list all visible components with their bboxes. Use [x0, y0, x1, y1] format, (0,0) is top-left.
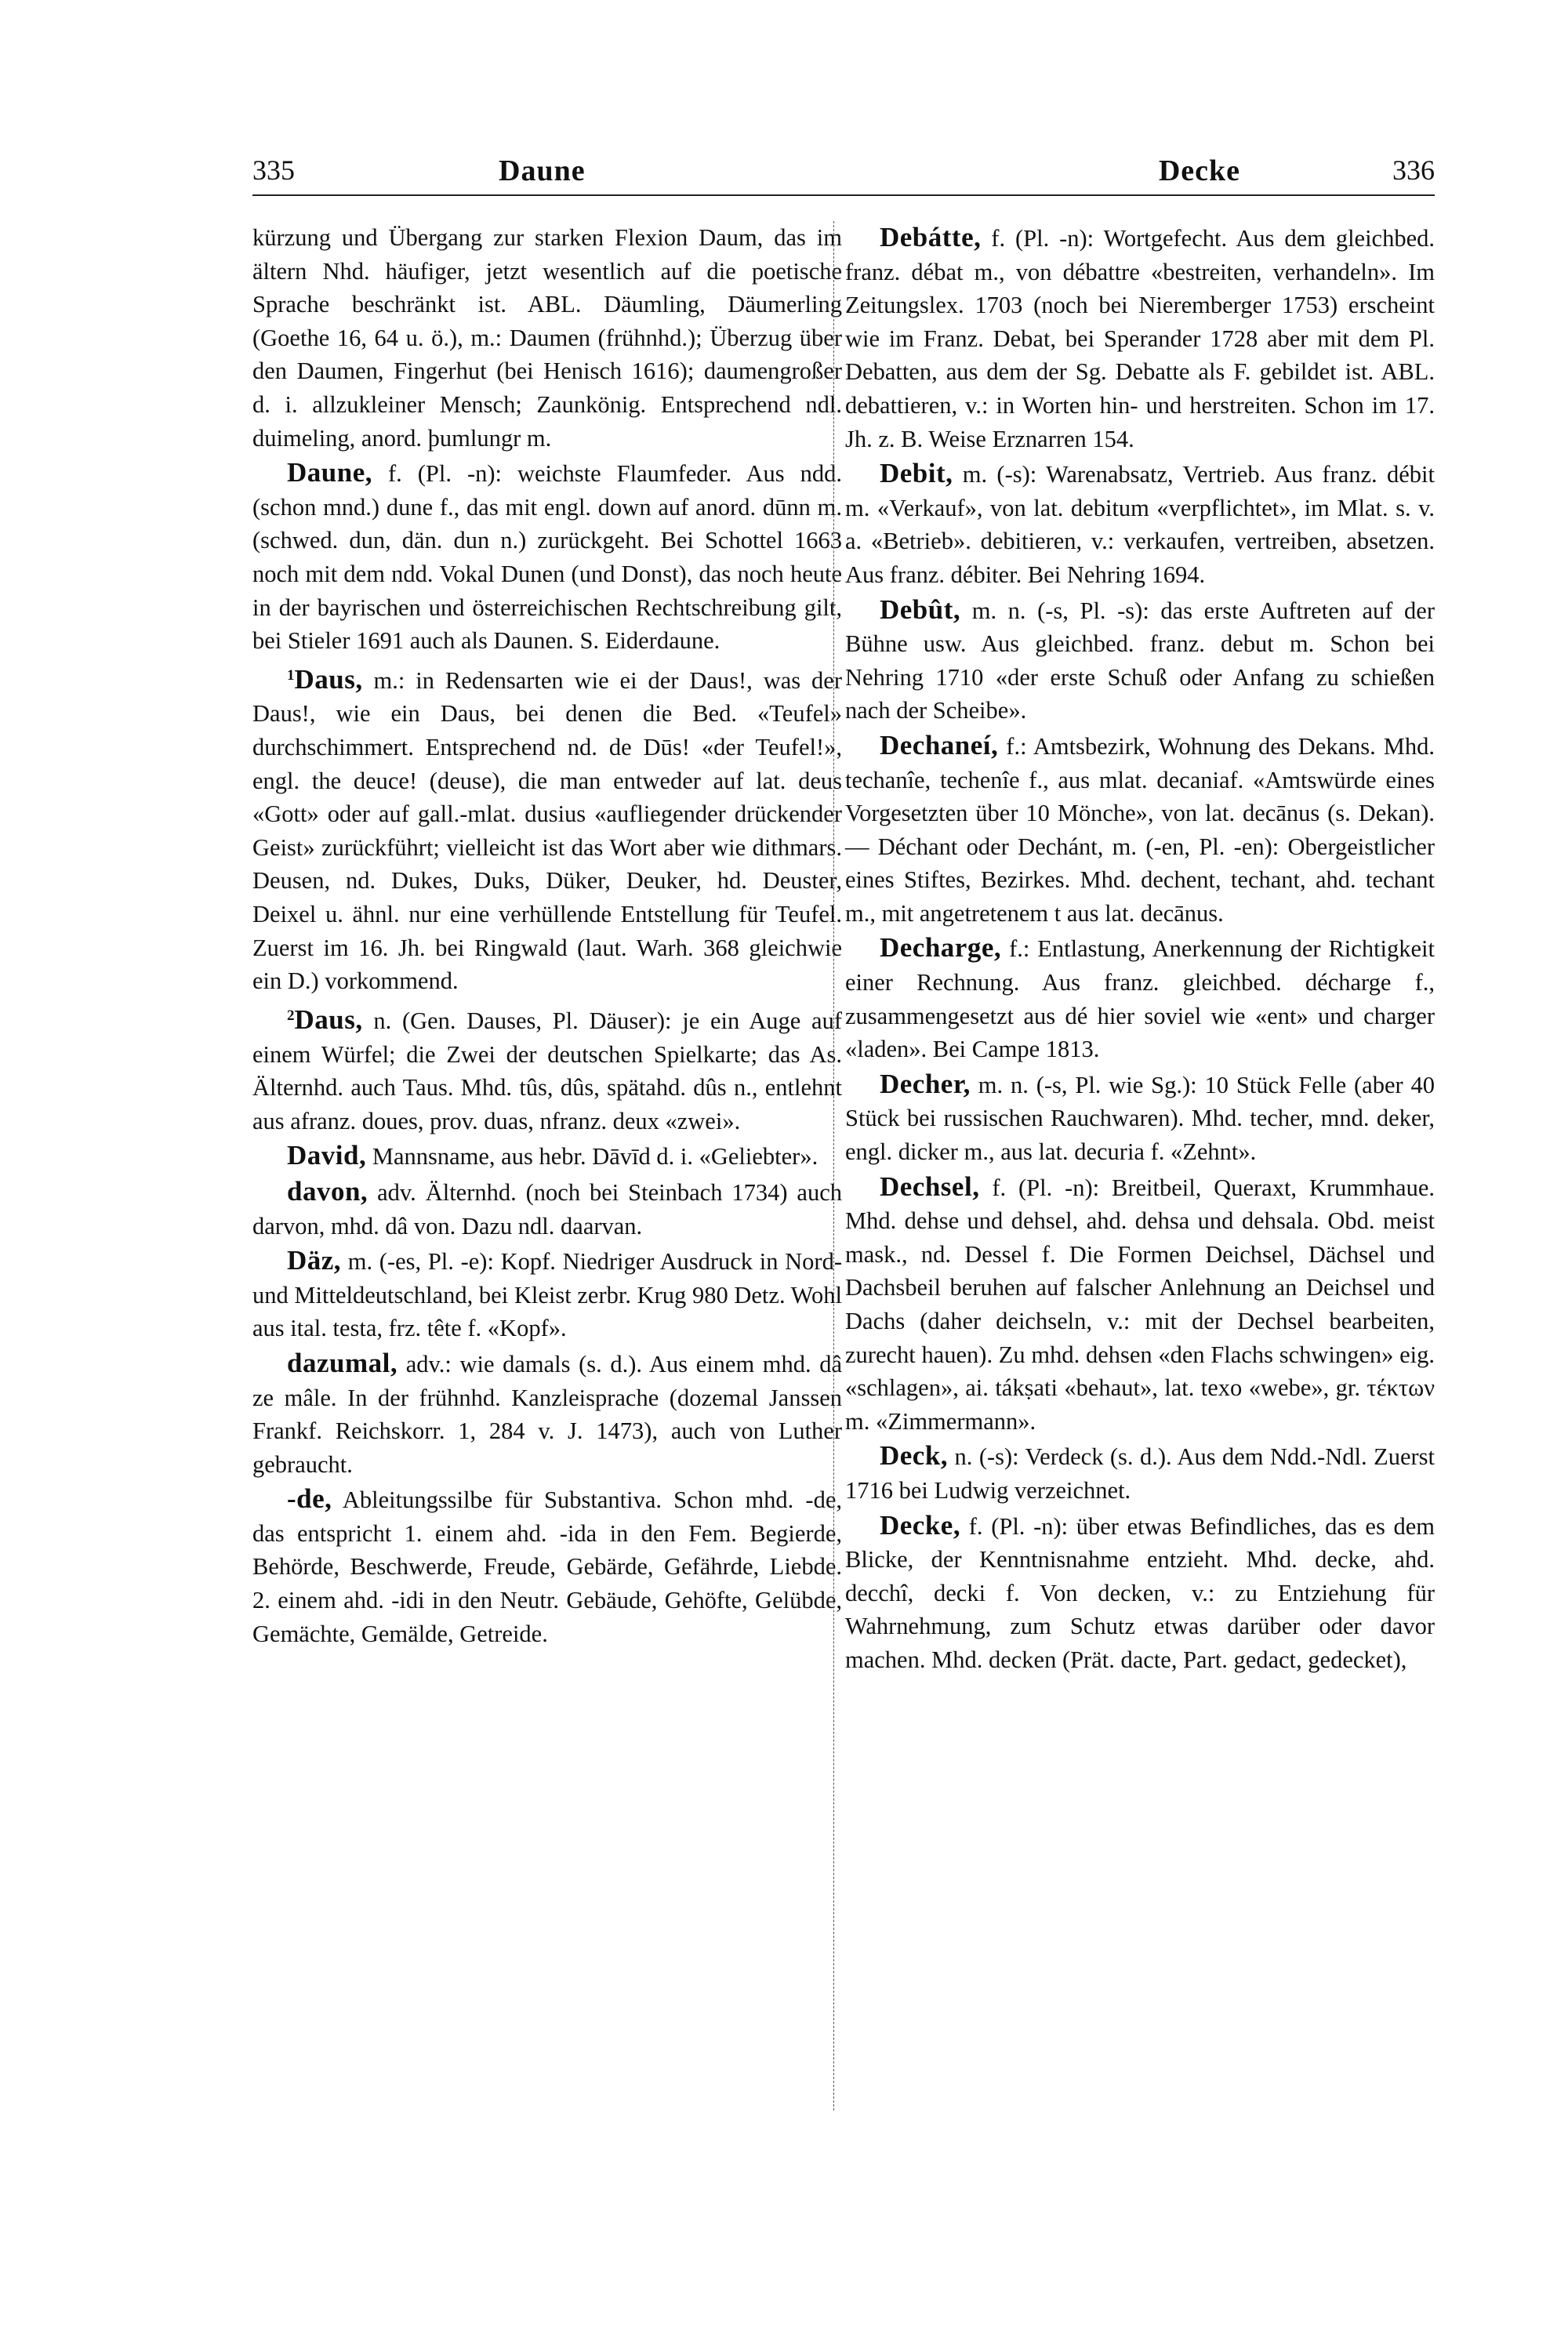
- dictionary-entry: [845, 593, 1435, 728]
- entry-headword: Decke,: [880, 1509, 961, 1541]
- entry-headword: -de,: [287, 1483, 332, 1515]
- dictionary-entry: [845, 1439, 1435, 1507]
- entry-text: Ableitungssilbe für Substantiva. Schon mhd. -de, das entspricht 1. einem ahd. -ida in den Fem. Begierde, Behörde, Beschwerde, Freude, Gebärde, Gefährde, Liebde. 2. einem ahd. -idi in den Neutr. Gebäude, Gehöfte, Gelübde, Gemächte, Gemälde, Getreide.: [252, 1486, 842, 1647]
- page-number-right: 336: [1392, 154, 1435, 186]
- dictionary-entry: [845, 1509, 1435, 1677]
- entry-headword: David,: [287, 1140, 367, 1171]
- dictionary-entry: [252, 1000, 842, 1138]
- entry-text: f. (Pl. -n): weichste Flaumfeder. Aus ndd. (schon mnd.) dune f., das mit engl. down auf anord. dūnn m. (schwed. dun, dän. dun n.) zurückgeht. Bei Schottel 1663 noch mit dem ndd. Vokal Dunen (und Donst), das noch heute in der bayrischen und österreichischen Rechtschreibung gilt, bei Stieler 1691 auch als Daunen. S. Eiderdaune.: [252, 460, 842, 655]
- dictionary-entry: [845, 729, 1435, 931]
- dictionary-entry: [845, 221, 1435, 456]
- entry-headword: Debátte,: [880, 222, 982, 252]
- entry-headword: dazumal,: [287, 1347, 398, 1378]
- entry-headword: Däz,: [287, 1245, 342, 1276]
- page-number-left: 335: [252, 154, 295, 186]
- dictionary-entry: [252, 1175, 842, 1243]
- entry-headword: Dechaneí,: [880, 729, 999, 760]
- entry-text: adv. Älternhd. (noch bei Steinbach 1734) auch darvon, mhd. dâ von. Dazu ndl. daarvan.: [252, 1178, 843, 1240]
- dictionary-entry: [845, 457, 1435, 591]
- entry-headword: Debit,: [880, 458, 953, 489]
- entry-text: n. (Gen. Dauses, Pl. Däuser): je ein Auge auf einem Würfel; die Zwei der deutschen Spielkarte; das As. Älternhd. auch Taus. Mhd. tûs, dûs, spätahd. dûs n., entlehnt aus afranz. doues, prov. duas, nfranz. deux «zwei».: [252, 1007, 843, 1134]
- dictionary-entry: [252, 1139, 842, 1174]
- entry-text: f.: Entlastung, Anerkennung der Richtigkeit einer Rechnung. Aus franz. gleichbed. décharge f., zusammengesetzt aus dé hier soviel wie «ent» und charger «laden». Bei Campe 1813.: [845, 935, 1436, 1063]
- dictionary-entry: [845, 1171, 1435, 1439]
- entry-text: m.: in Redensarten wie ei der Daus!, was der Daus!, wie ein Daus, bei denen die Bed. «Teufel» durchschimmert. Entsprechend nd. de Dūs! «der Teufel!», engl. the deuce! (deuse), die man entweder auf lat. deus «Gott» oder auf gall.-mlat. dusius «aufliegender drückender Geist» zurückführt; vielleicht ist das Wort aber wie dithmars. Deusen, nd. Dukes, Duks, Düker, Deuker, hd. Deuster, Deixel u. ähnl. nur eine verhüllende Entstellung für Teufel. Zuerst im 16. Jh. bei Ringwald (laut. Warh. 368 gleichwie ein D.) vorkommend.: [252, 666, 843, 995]
- running-header: [252, 154, 1435, 201]
- entry-headword: Daus,: [294, 663, 363, 695]
- entry-headword: davon,: [287, 1175, 368, 1207]
- homonym-number: 1: [287, 666, 295, 684]
- entry-text: f. (Pl. -n): über etwas Befindliches, das es dem Blicke, der Kenntnisnahme entzieht. Mhd. decke, ahd. decchî, decki f. Von decken, v.: zu Entziehung für Wahrnehmung, zum Schutz etwas darüber oder davor machen. Mhd. decken (Prät. dacte, Part. gedact, gedecket),: [845, 1512, 1436, 1673]
- dictionary-entry: [252, 1244, 842, 1345]
- entry-continuation: [252, 221, 842, 455]
- dictionary-entry: [252, 1483, 842, 1650]
- entry-text: m. (-es, Pl. -e): Kopf. Niedriger Ausdruck in Nord- und Mitteldeutschland, bei Kleist zerbr. Krug 980 Detz. Wohl aus ital. testa, frz. tête f. «Kopf».: [252, 1248, 842, 1342]
- right-column: [845, 221, 1435, 1679]
- dictionary-entry: [845, 1068, 1435, 1169]
- entry-text: adv.: wie damals (s. d.). Aus einem mhd. dâ ze mâle. In der frühnhd. Kanzleisprache (dozemal Janssen Frankf. Reichskorr. 1, 284 v. J. 1473), auch von Luther gebraucht.: [252, 1350, 843, 1478]
- dictionary-entry: [252, 1347, 842, 1481]
- entry-text: Mannsname, aus hebr. Dāvīd d. i. «Geliebter».: [372, 1143, 818, 1171]
- entry-headword: Decher,: [880, 1068, 971, 1099]
- entry-headword: Debût,: [880, 593, 961, 625]
- left-column: [252, 221, 842, 1652]
- homonym-number: 2: [287, 1007, 295, 1024]
- dictionary-entry: [252, 456, 842, 658]
- header-rule: [252, 194, 1435, 196]
- entry-text: m. (-s): Warenabsatz, Vertrieb. Aus franz. débit m. «Verkauf», von lat. debitum «verpflichtet», im Mlat. s. v. a. «Betrieb». debitieren, v.: verkaufen, vertreiben, absetzen. Aus franz. débiter. Bei Nehring 1694.: [845, 461, 1435, 588]
- entry-text: m. n. (-s, Pl. wie Sg.): 10 Stück Felle (aber 40 Stück bei russischen Rauchwaren). Mhd. techer, mnd. deker, engl. dicker m., aus lat. decuria f. «Zehnt».: [845, 1071, 1435, 1166]
- entry-text: f. (Pl. -n): Wortgefecht. Aus dem gleichbed. franz. débat m., von débattre «bestreiten, verhandeln». Im Zeitungslex. 1703 (noch bei Nieremberger 1753) erscheint wie im Franz. Debat, bei Sperander 1728 aber mit dem Pl. Debatten, aus dem der Sg. Debatte als F. gebildet ist. ABL. debattieren, v.: in Worten hin- und herstreiten. Schon im 17. Jh. z. B. Weise Erznarren 154.: [845, 225, 1435, 452]
- entry-headword: Dechsel,: [880, 1171, 980, 1202]
- entry-text: kürzung und Übergang zur starken Flexion Daum, das im ältern Nhd. häufiger, jetzt wesentlich auf die poetische Sprache beschränkt ist. ABL. Däumling, Däumerling (Goethe 16, 64 u. ö.), m.: Daumen (frühnhd.); Überzug über den Daumen, Fingerhut (bei Henisch 1616); daumengroßer d. i. allzukleiner Mensch; Zaunkönig. Entsprechend ndl. duimeling, anord. þumlungr m.: [252, 224, 842, 452]
- guide-word-right: Decke: [1158, 154, 1240, 187]
- entry-text: m. n. (-s, Pl. -s): das erste Auftreten auf der Bühne usw. Aus gleichbed. franz. debut m. Schon bei Nehring 1710 «der erste Schuß oder Anfang zu schießen nach der Scheibe».: [845, 597, 1435, 724]
- entry-headword: Daune,: [287, 457, 372, 488]
- entry-headword: Deck,: [880, 1440, 949, 1472]
- entry-headword: Decharge,: [880, 932, 1002, 964]
- entry-text: n. (-s): Verdeck (s. d.). Aus dem Ndd.-Ndl. Zuerst 1716 bei Ludwig verzeichnet.: [845, 1443, 1436, 1504]
- dictionary-entry: [845, 931, 1435, 1065]
- guide-word-left: Daune: [499, 154, 586, 187]
- entry-text: f. (Pl. -n): Breitbeil, Queraxt, Krummhaue. Mhd. dehse und dehsel, ahd. dehsa und dehsala. Obd. meist mask., nd. Dessel f. Die Formen Deichsel, Dächsel und Dachsbeil beruhen auf falscher Anlehnung an Deichsel und Dachs (daher deichseln, v.: mit der Dechsel bearbeiten, zurecht hauen). Zu mhd. dehsen «den Flachs schwingen» eig. «schlagen», ai. tákṣati «behaut», lat. texo «webe», gr. τέκτων m. «Zimmermann».: [845, 1174, 1435, 1435]
- dictionary-entry: [252, 659, 842, 998]
- entry-headword: Daus,: [294, 1004, 363, 1035]
- entry-text: f.: Amtsbezirk, Wohnung des Dekans. Mhd. techanîe, techenîe f., aus mlat. decaniaf. «Amtswürde eines Vorgesetzten über 10 Mönche», von lat. decānus (s. Dekan). — Déchant oder Dechánt, m. (-en, Pl. -en): Obergeistlicher eines Stiftes, Bezirkes. Mhd. dechent, techant, ahd. techant m., mit angetretenem t aus lat. decānus.: [845, 732, 1435, 927]
- column-divider: [833, 221, 834, 2111]
